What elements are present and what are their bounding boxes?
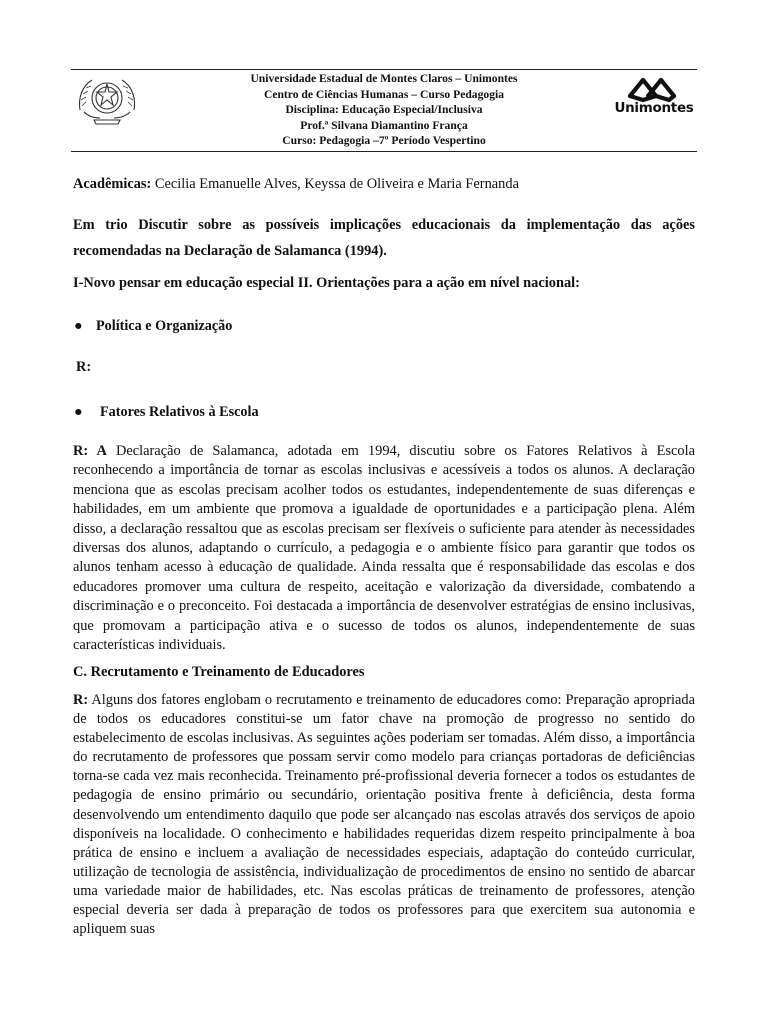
task-statement: Em trio Discutir sobre as possíveis implicações educacionais da implementação das ações recomendadas na Declaração de Salamanca (1994). [73, 217, 695, 259]
answer-3-text: Alguns dos fatores englobam o recrutamento e treinamento de educadores como: Preparação apropriada de todos os educadores constitui-se um fator chave na promoção de progresso no sentido do estabelecimento de escolas inclusivas. As seguintes ações poderiam ser tomadas. Além disso, a importância do recrutamento de professores que possam servir como modelo para crianças portadoras de deficiências torna-se cada vez mais reconhecida. Treinamento pré-profissional deveria fornecer a todos os estudantes de pedagogia de ensino primário ou secundário, orientação positiva frente à deficiência, desta forma desenvolvendo um entendimento daquilo que pode ser alcançado nas escolas através dos serviços de apoio disponíveis na localidade. O conhecimento e habilidades requeridas dizem respeito principalmente à boa prática de ensino e incluem a avaliação de necessidades especiais, adaptação do conteúdo curricular, utilização de tecnologia de assistência, individualização de procedimentos de ensino no sentido de abarcar uma variedade maior de habilidades, etc. Nas escolas práticas de treinamento de professores, atenção especial deveria ser dada à preparação de todos os professores para que exercitem sua autonomia e apliquem suas [73, 692, 695, 938]
bullet-dot: ● [74, 318, 83, 334]
header-line-university: Universidade Estadual de Montes Claros – Unimontes [250, 72, 518, 85]
answer-2-label: R: A [73, 443, 107, 459]
header-top-rule [71, 69, 697, 70]
section-c-heading: C. Recrutamento e Treinamento de Educadores [73, 664, 365, 680]
bullet-label: Política e Organização [96, 318, 233, 334]
header-line-course: Curso: Pedagogia –7º Período Vespertino [282, 134, 486, 147]
state-coat-of-arms-icon [74, 72, 140, 126]
academics-names: Cecilia Emanuelle Alves, Keyssa de Oliveira e Maria Fernanda [151, 176, 519, 192]
answer-2-text: Declaração de Salamanca, adotada em 1994, discutiu sobre os Fatores Relativos à Escola reconhecendo a importância de tornar as escolas inclusivas e acessíveis a todos os alunos. A declaração menciona que as escolas precisam acolher todos os estudantes, independentemente de suas diferenças e habilidades, em um ambiente que promova a igualdade de oportunidades e a participação plena. Além disso, a declaração ressaltou que as escolas precisam ser flexíveis o suficiente para atender às necessidades diversas dos alunos, adaptando o currículo, a pedagogia e o ambiente físico para garantir que todos os alunos tenham acesso à educação de qualidade. Ainda ressalta que é responsabilidade das escolas e dos educadores promover uma cultura de respeito, aceitação e valorização da diversidade, combatendo a discriminação e o preconceito. Foi destacada a importância de desenvolver estratégias de ensino inclusivas, que promovam a participação ativa e o sucesso de todos os alunos, independentemente de suas características individuais. [73, 443, 695, 654]
unimontes-logo-text: Unimontes [614, 100, 694, 116]
answer-3-label: R: [73, 692, 89, 708]
bullet-label: Fatores Relativos à Escola [100, 404, 259, 420]
academics-label: Acadêmicas: [73, 176, 152, 192]
bullet-dot: ● [74, 404, 83, 420]
academics-line [73, 175, 695, 195]
institution-header [175, 71, 593, 149]
answer-2-paragraph [73, 442, 695, 655]
header-line-professor: Prof.ª Silvana Diamantino França [300, 118, 468, 132]
header-line-discipline: Disciplina: Educação Especial/Inclusiva [285, 103, 483, 116]
answer-3-paragraph [73, 691, 695, 939]
header-bottom-rule [71, 151, 697, 152]
answer-1-label: R: [76, 359, 92, 375]
section-heading: I-Novo pensar em educação especial II. Orientações para a ação em nível nacional: [73, 275, 580, 291]
bullet-politica-organizacao [74, 318, 232, 335]
header-line-center: Centro de Ciências Humanas – Curso Pedagogia [263, 87, 505, 101]
bullet-fatores-escola [74, 404, 259, 421]
